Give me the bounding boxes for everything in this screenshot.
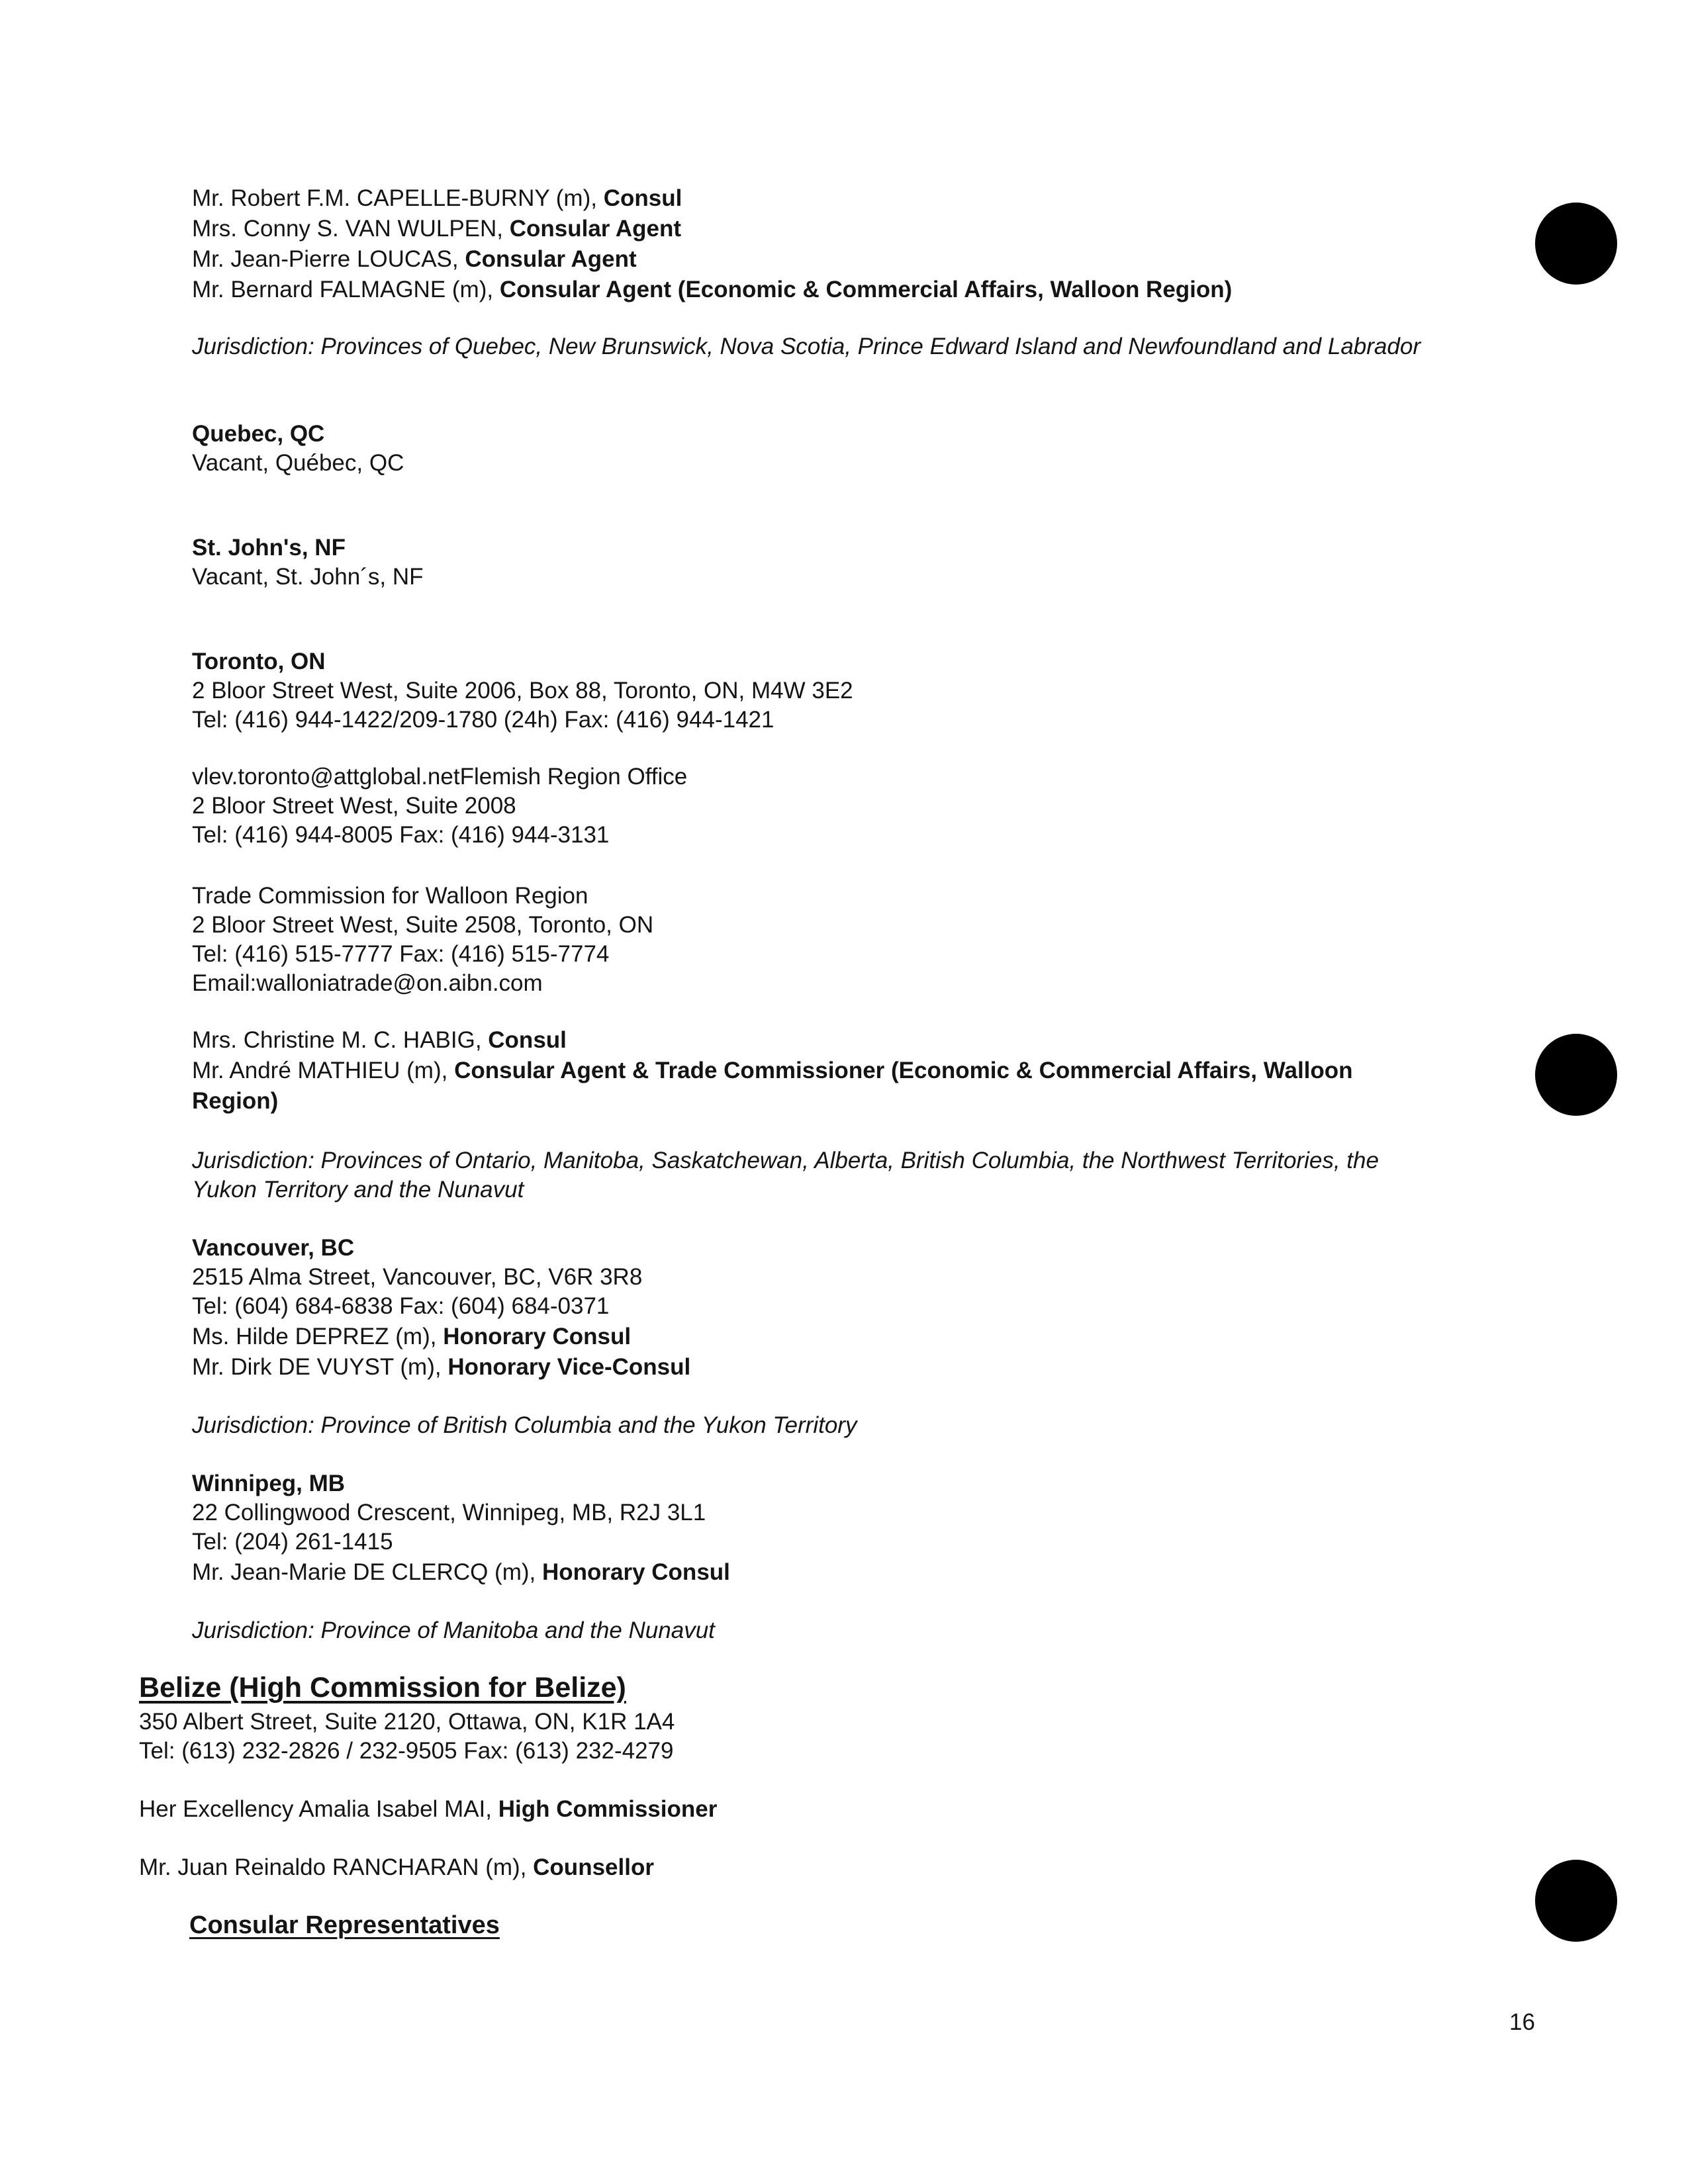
jurisdiction-vancouver: Jurisdiction: Province of British Columbia and the Yukon Territory [192, 1412, 857, 1438]
belize-counsellor-title: Counsellor [533, 1854, 654, 1880]
toronto-consul-name: Mrs. Christine M. C. HABIG, [192, 1027, 489, 1053]
vancouver-vice-name: Mr. Dirk DE VUYST (m), [192, 1354, 448, 1380]
page-number: 16 [1509, 2009, 1535, 2035]
vancouver-tel: Tel: (604) 684-6838 Fax: (604) 684-0371 [192, 1293, 610, 1319]
winnipeg-address: 22 Collingwood Crescent, Winnipeg, MB, R2J 3L1 [192, 1500, 706, 1525]
staff-name: Mrs. Conny S. VAN WULPEN, [192, 216, 510, 242]
jurisdiction-montreal: Jurisdiction: Provinces of Quebec, New Brunswick, Nova Scotia, Prince Edward Island and Newfoundland and Labrador [192, 334, 1421, 359]
staff-line [192, 184, 682, 213]
staff-name: Mr. Bernard FALMAGNE (m), [192, 277, 500, 302]
punch-hole-top [1535, 203, 1617, 285]
jurisdiction-toronto-2: Yukon Territory and the Nunavut [192, 1177, 524, 1203]
staff-title: Consular Agent (Economic & Commercial Affairs, Walloon Region) [499, 277, 1233, 302]
punch-hole-middle [1535, 1034, 1617, 1116]
toronto-agent-name: Mr. André MATHIEU (m), [192, 1058, 455, 1083]
toronto-tel: Tel: (416) 944-1422/209-1780 (24h) Fax: (416) 944-1421 [192, 707, 774, 733]
staff-line [192, 214, 681, 244]
toronto-walloon-email: Email:walloniatrade@on.aibn.com [192, 970, 543, 996]
belize-counsellor [139, 1853, 654, 1882]
belize-counsellor-name: Mr. Juan Reinaldo RANCHARAN (m), [139, 1854, 534, 1880]
toronto-address: 2 Bloor Street West, Suite 2006, Box 88, Toronto, ON, M4W 3E2 [192, 678, 853, 704]
winnipeg-consul-title: Honorary Consul [541, 1559, 730, 1585]
stjohns-heading: St. John's, NF [192, 535, 346, 561]
vancouver-address: 2515 Alma Street, Vancouver, BC, V6R 3R8 [192, 1264, 643, 1290]
belize-tel: Tel: (613) 232-2826 / 232-9505 Fax: (613) 232-4279 [139, 1738, 674, 1764]
quebec-text: Vacant, Québec, QC [192, 450, 404, 476]
staff-title: Consul [603, 185, 682, 211]
vancouver-consul-title: Honorary Consul [443, 1324, 632, 1349]
toronto-walloon-tel: Tel: (416) 515-7777 Fax: (416) 515-7774 [192, 941, 610, 967]
vancouver-vice-title: Honorary Vice-Consul [447, 1354, 691, 1380]
winnipeg-heading: Winnipeg, MB [192, 1471, 346, 1496]
belize-commissioner-name: Her Excellency Amalia Isabel MAI, [139, 1796, 498, 1822]
toronto-consul [192, 1026, 567, 1055]
staff-line [192, 275, 1232, 304]
toronto-flemish-tel: Tel: (416) 944-8005 Fax: (416) 944-3131 [192, 822, 610, 848]
jurisdiction-toronto-1: Jurisdiction: Provinces of Ontario, Manitoba, Saskatchewan, Alberta, British Columbia, the Northwest Territories, the [192, 1148, 1379, 1173]
toronto-walloon-name: Trade Commission for Walloon Region [192, 883, 588, 909]
toronto-agent-title: Consular Agent & Trade Commissioner (Economic & Commercial Affairs, Walloon [454, 1058, 1353, 1083]
belize-commissioner [139, 1795, 717, 1824]
vancouver-consul [192, 1322, 631, 1351]
winnipeg-tel: Tel: (204) 261-1415 [192, 1529, 393, 1555]
toronto-agent [192, 1056, 1353, 1085]
toronto-agent-title-cont: Region) [192, 1088, 279, 1114]
belize-heading: Belize (High Commission for Belize) [139, 1672, 626, 1704]
vancouver-heading: Vancouver, BC [192, 1235, 355, 1261]
vancouver-consul-name: Ms. Hilde DEPREZ (m), [192, 1324, 444, 1349]
quebec-heading: Quebec, QC [192, 421, 325, 447]
staff-name: Mr. Robert F.M. CAPELLE-BURNY (m), [192, 185, 604, 211]
staff-name: Mr. Jean-Pierre LOUCAS, [192, 246, 465, 272]
stjohns-text: Vacant, St. John´s, NF [192, 564, 424, 590]
jurisdiction-winnipeg: Jurisdiction: Province of Manitoba and the Nunavut [192, 1617, 715, 1643]
toronto-heading: Toronto, ON [192, 649, 326, 674]
vancouver-vice [192, 1353, 690, 1382]
staff-title: Consular Agent [509, 216, 682, 242]
toronto-walloon-address: 2 Bloor Street West, Suite 2508, Toronto, ON [192, 912, 654, 938]
staff-title: Consular Agent [465, 246, 637, 272]
winnipeg-consul [192, 1558, 730, 1587]
staff-line [192, 245, 637, 274]
punch-hole-bottom [1535, 1860, 1617, 1942]
consular-representatives-heading: Consular Representatives [189, 1911, 500, 1939]
toronto-consul-title: Consul [488, 1027, 567, 1053]
belize-commissioner-title: High Commissioner [498, 1796, 718, 1822]
toronto-flemish-line: vlev.toronto@attglobal.netFlemish Region Office [192, 764, 688, 790]
winnipeg-consul-name: Mr. Jean-Marie DE CLERCQ (m), [192, 1559, 542, 1585]
toronto-flemish-address: 2 Bloor Street West, Suite 2008 [192, 793, 516, 819]
belize-address: 350 Albert Street, Suite 2120, Ottawa, ON, K1R 1A4 [139, 1709, 675, 1735]
